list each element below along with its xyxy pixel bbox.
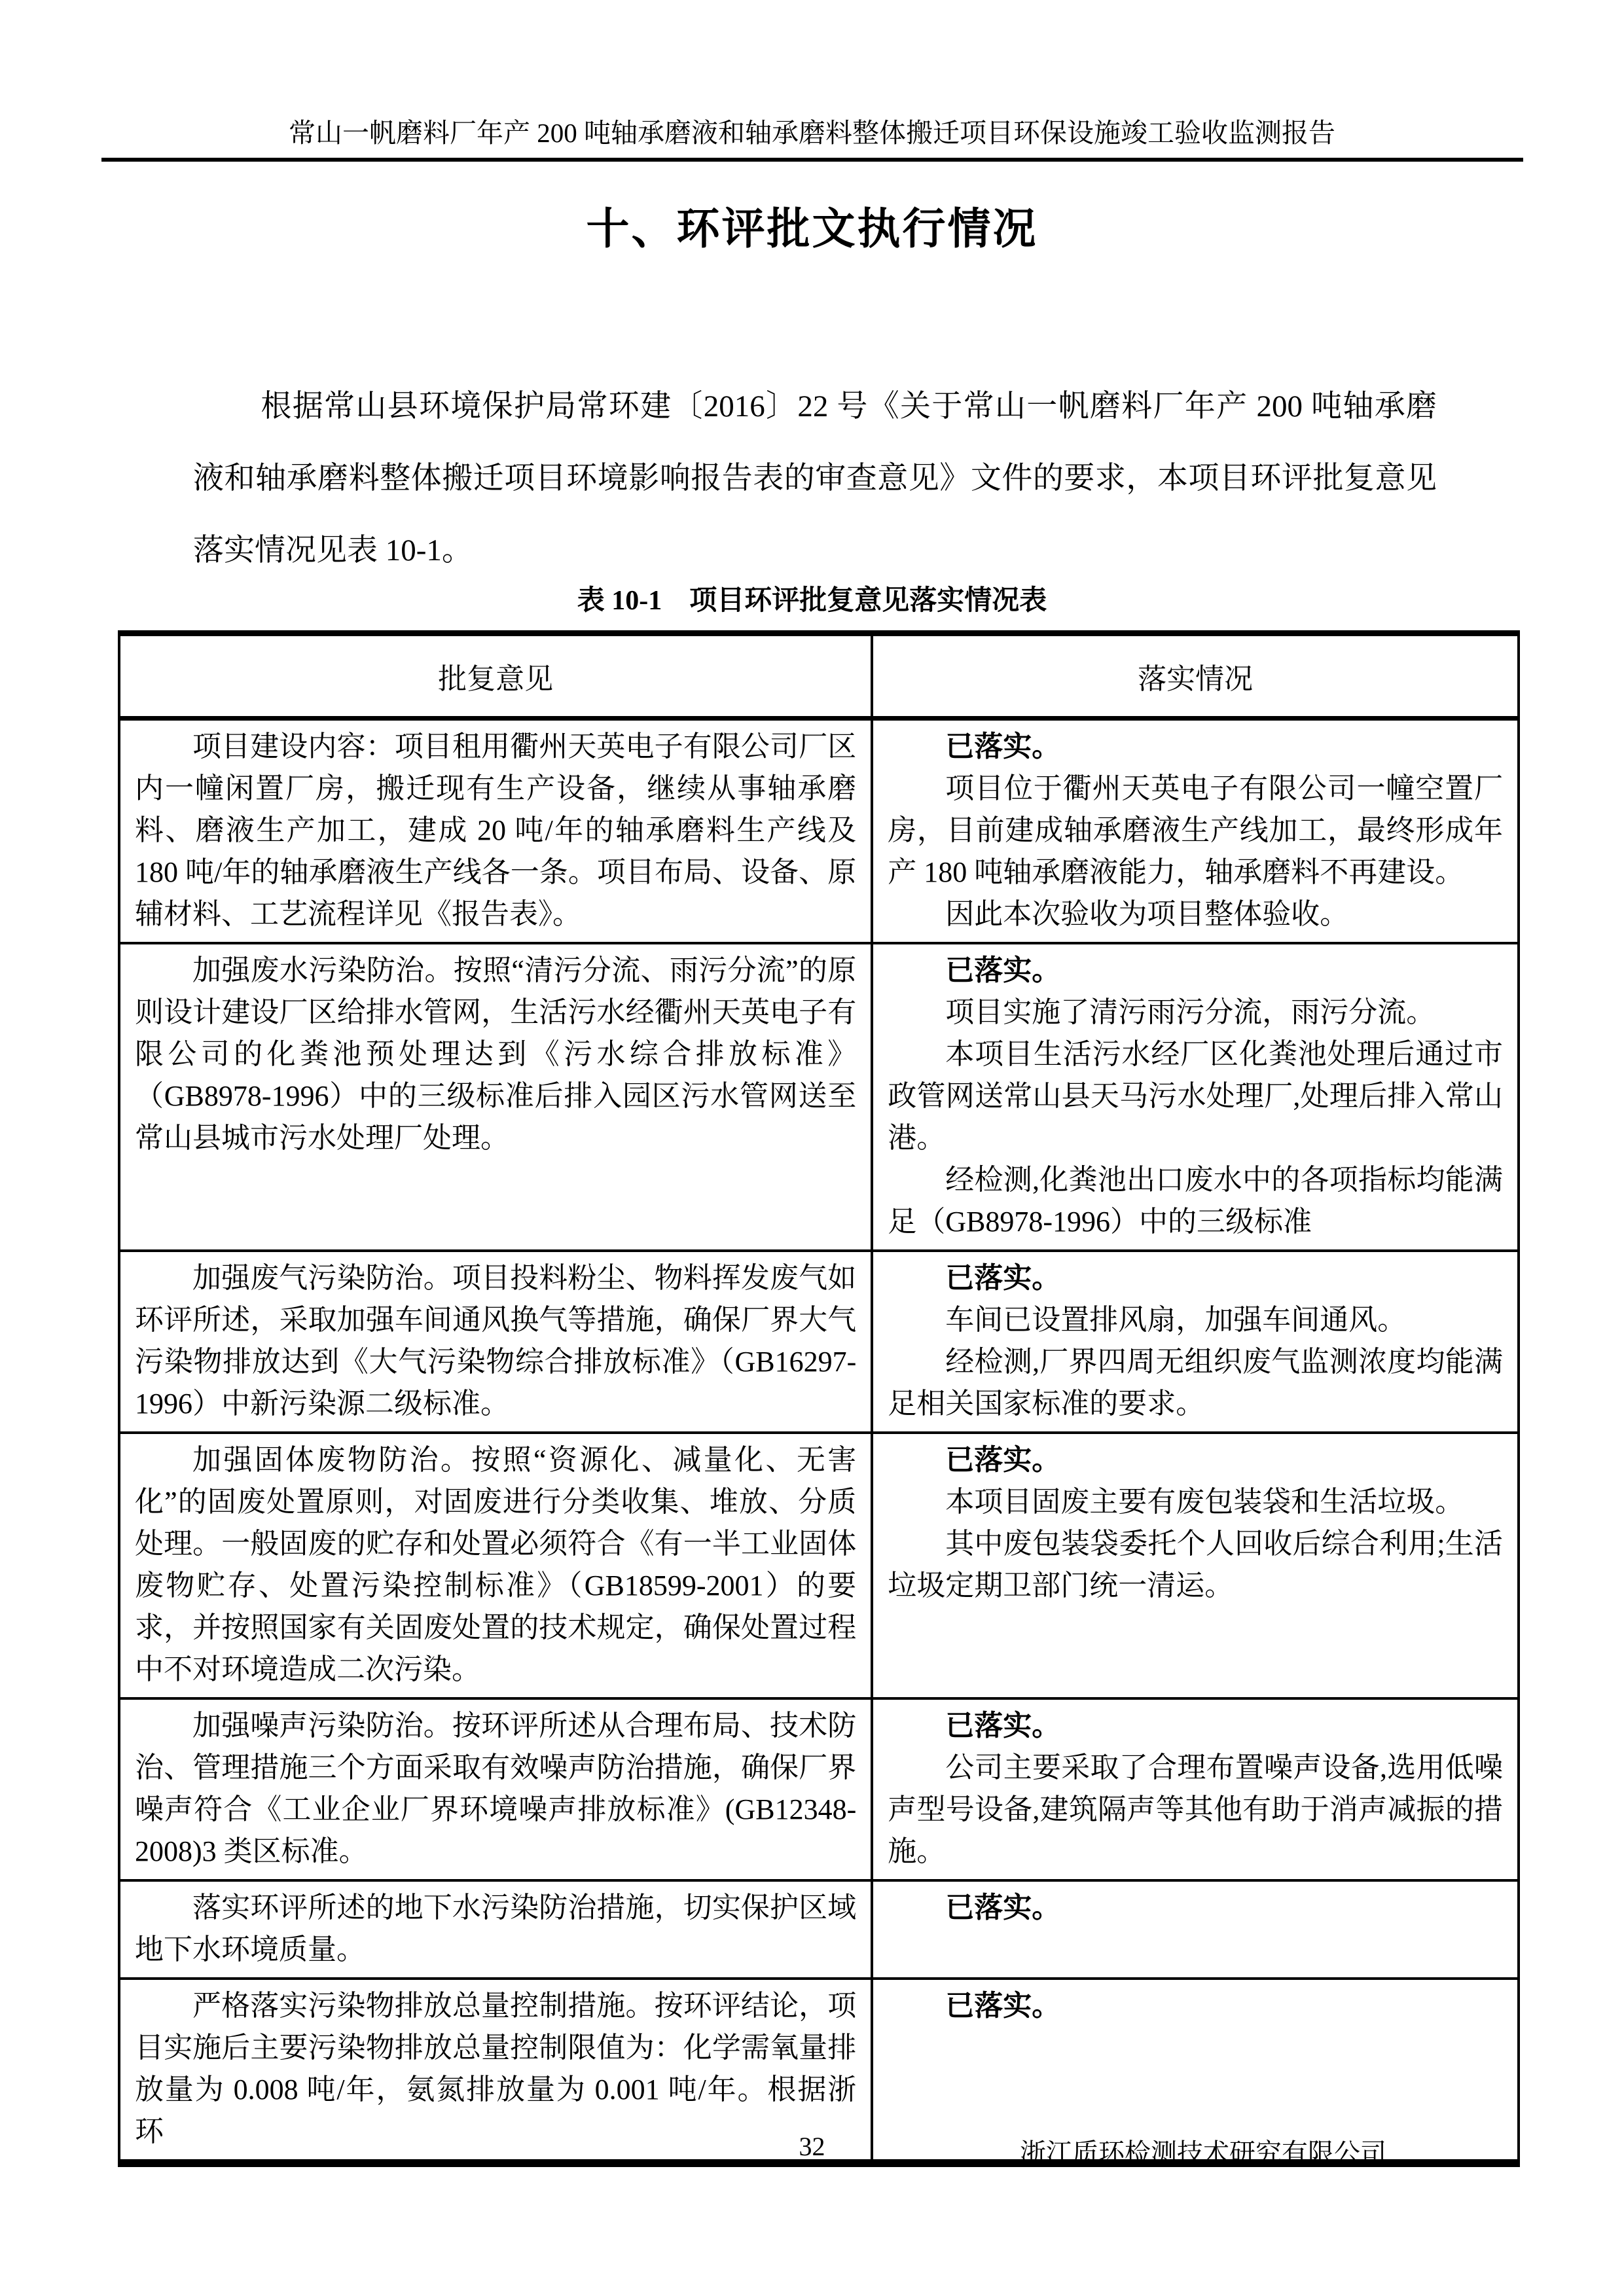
status-paragraph: 已落实。	[945, 1262, 1061, 1294]
table-row	[119, 719, 1519, 944]
approval-cell	[119, 1433, 872, 1698]
detail-paragraph: 因此本次验收为项目整体验收。	[945, 898, 1349, 930]
approval-cell	[119, 1880, 872, 1979]
table-row	[119, 1880, 1519, 1979]
table-row	[119, 1698, 1519, 1880]
detail-paragraph: 经检测,厂界四周无组织废气监测浓度均能满足相关国家标准的要求。	[888, 1346, 1503, 1420]
status-paragraph: 已落实。	[945, 1990, 1061, 2022]
intro-paragraph: 根据常山县环境保护局常环建〔2016〕22 号《关于常山一帆磨料厂年产 200 吨轴承磨液和轴承磨料整体搬迁项目环境影响报告表的审查意见》文件的要求，本项目环评批复意见落实情况见表 10-1。	[193, 389, 1437, 567]
approval-paragraph: 加强噪声污染防治。按环评所述从合理布局、技术防治、管理措施三个方面采取有效噪声防治措施，确保厂界噪声符合《工业企业厂界环境噪声排放标准》(GB12348-2008)3 类区标准。	[135, 1710, 857, 1867]
approval-table-container	[118, 630, 1520, 2167]
status-paragraph: 已落实。	[945, 1892, 1061, 1924]
implementation-cell	[872, 1880, 1519, 1979]
approval-implementation-table	[118, 630, 1520, 2167]
table-row	[119, 1433, 1519, 1698]
running-header: 常山一帆磨料厂年产 200 吨轴承磨液和轴承磨料整体搬迁项目环保设施竣工验收监测报告	[289, 118, 1335, 148]
page-number: 32	[799, 2132, 825, 2161]
status-paragraph: 已落实。	[945, 1710, 1061, 1742]
header-divider-rule	[101, 158, 1523, 162]
detail-paragraph: 项目实施了清污雨污分流，雨污分流。	[945, 996, 1435, 1028]
status-paragraph: 已落实。	[945, 1444, 1061, 1476]
detail-paragraph: 公司主要采取了合理布置噪声设备,选用低噪声型号设备,建筑隔声等其他有助于消声减振的措施。	[888, 1751, 1503, 1867]
approval-paragraph: 落实环评所述的地下水污染防治措施，切实保护区域地下水环境质量。	[135, 1892, 857, 1965]
table-header-row	[119, 634, 1519, 719]
detail-paragraph: 车间已设置排风扇，加强车间通风。	[945, 1304, 1407, 1336]
approval-paragraph: 加强固体废物防治。按照“资源化、减量化、无害化”的固废处置原则，对固废进行分类收集、堆放、分质处理。一般固废的贮存和处置必须符合《有一半工业固体废物贮存、处置污染控制标准》（GB18599-2001）的要求，并按照国家有关固废处置的技术规定，确保处置过程中不对环境造成二次污染。	[135, 1444, 857, 1685]
approval-paragraph: 加强废水污染防治。按照“清污分流、雨污分流”的原则设计建设厂区给排水管网，生活污水经衢州天英电子有限公司的化粪池预处理达到《污水综合排放标准》（GB8978-1996）中的三级标准后排入园区污水管网送至常山县城市污水处理厂处理。	[135, 954, 857, 1154]
detail-paragraph: 本项目生活污水经厂区化粪池处理后通过市政管网送常山县天马污水处理厂,处理后排入常山港。	[888, 1038, 1503, 1154]
status-paragraph: 已落实。	[945, 954, 1061, 986]
implementation-cell	[872, 719, 1519, 944]
implementation-cell	[872, 1698, 1519, 1880]
approval-cell	[119, 1698, 872, 1880]
approval-cell	[119, 1251, 872, 1433]
section-title: 十、环评批文执行情况	[586, 206, 1038, 253]
implementation-cell	[872, 1251, 1519, 1433]
detail-paragraph: 其中废包装袋委托个人回收后综合利用;生活垃圾定期卫部门统一清运。	[888, 1528, 1503, 1602]
approval-paragraph: 严格落实污染物排放总量控制措施。按环评结论，项目实施后主要污染物排放总量控制限值为：化学需氧量排放量为 0.008 吨/年，氨氮排放量为 0.001 吨/年。根据浙环	[135, 1990, 857, 2147]
status-paragraph: 已落实。	[945, 730, 1061, 762]
table-caption: 表 10-1 项目环评批复意见落实情况表	[577, 586, 1047, 616]
detail-paragraph: 经检测,化粪池出口废水中的各项指标均能满足（GB8978-1996）中的三级标准	[888, 1164, 1503, 1238]
table-row	[119, 943, 1519, 1251]
company-name: 浙江质环检测技术研究有限公司	[1020, 2138, 1386, 2168]
detail-paragraph: 本项目固废主要有废包装袋和生活垃圾。	[945, 1486, 1464, 1518]
approval-paragraph: 加强废气污染防治。项目投料粉尘、物料挥发废气如环评所述，采取加强车间通风换气等措施，确保厂界大气污染物排放达到《大气污染物综合排放标准》（GB16297-1996）中新污染源二级标准。	[135, 1262, 857, 1420]
table-row	[119, 1251, 1519, 1433]
approval-cell	[119, 719, 872, 944]
approval-cell	[119, 943, 872, 1251]
column-header-approval: 批复意见	[119, 634, 872, 719]
column-header-implementation: 落实情况	[872, 634, 1519, 719]
implementation-cell	[872, 943, 1519, 1251]
approval-paragraph: 项目建设内容：项目租用衢州天英电子有限公司厂区内一幢闲置厂房，搬迁现有生产设备，继续从事轴承磨料、磨液生产加工，建成 20 吨/年的轴承磨料生产线及 180 吨/年的轴承磨液生产线各一条。项目布局、设备、原辅材料、工艺流程详见《报告表》。	[135, 730, 857, 930]
detail-paragraph: 项目位于衢州天英电子有限公司一幢空置厂房，目前建成轴承磨液生产线加工，最终形成年产 180 吨轴承磨液能力，轴承磨料不再建设。	[888, 772, 1503, 888]
implementation-cell	[872, 1433, 1519, 1698]
